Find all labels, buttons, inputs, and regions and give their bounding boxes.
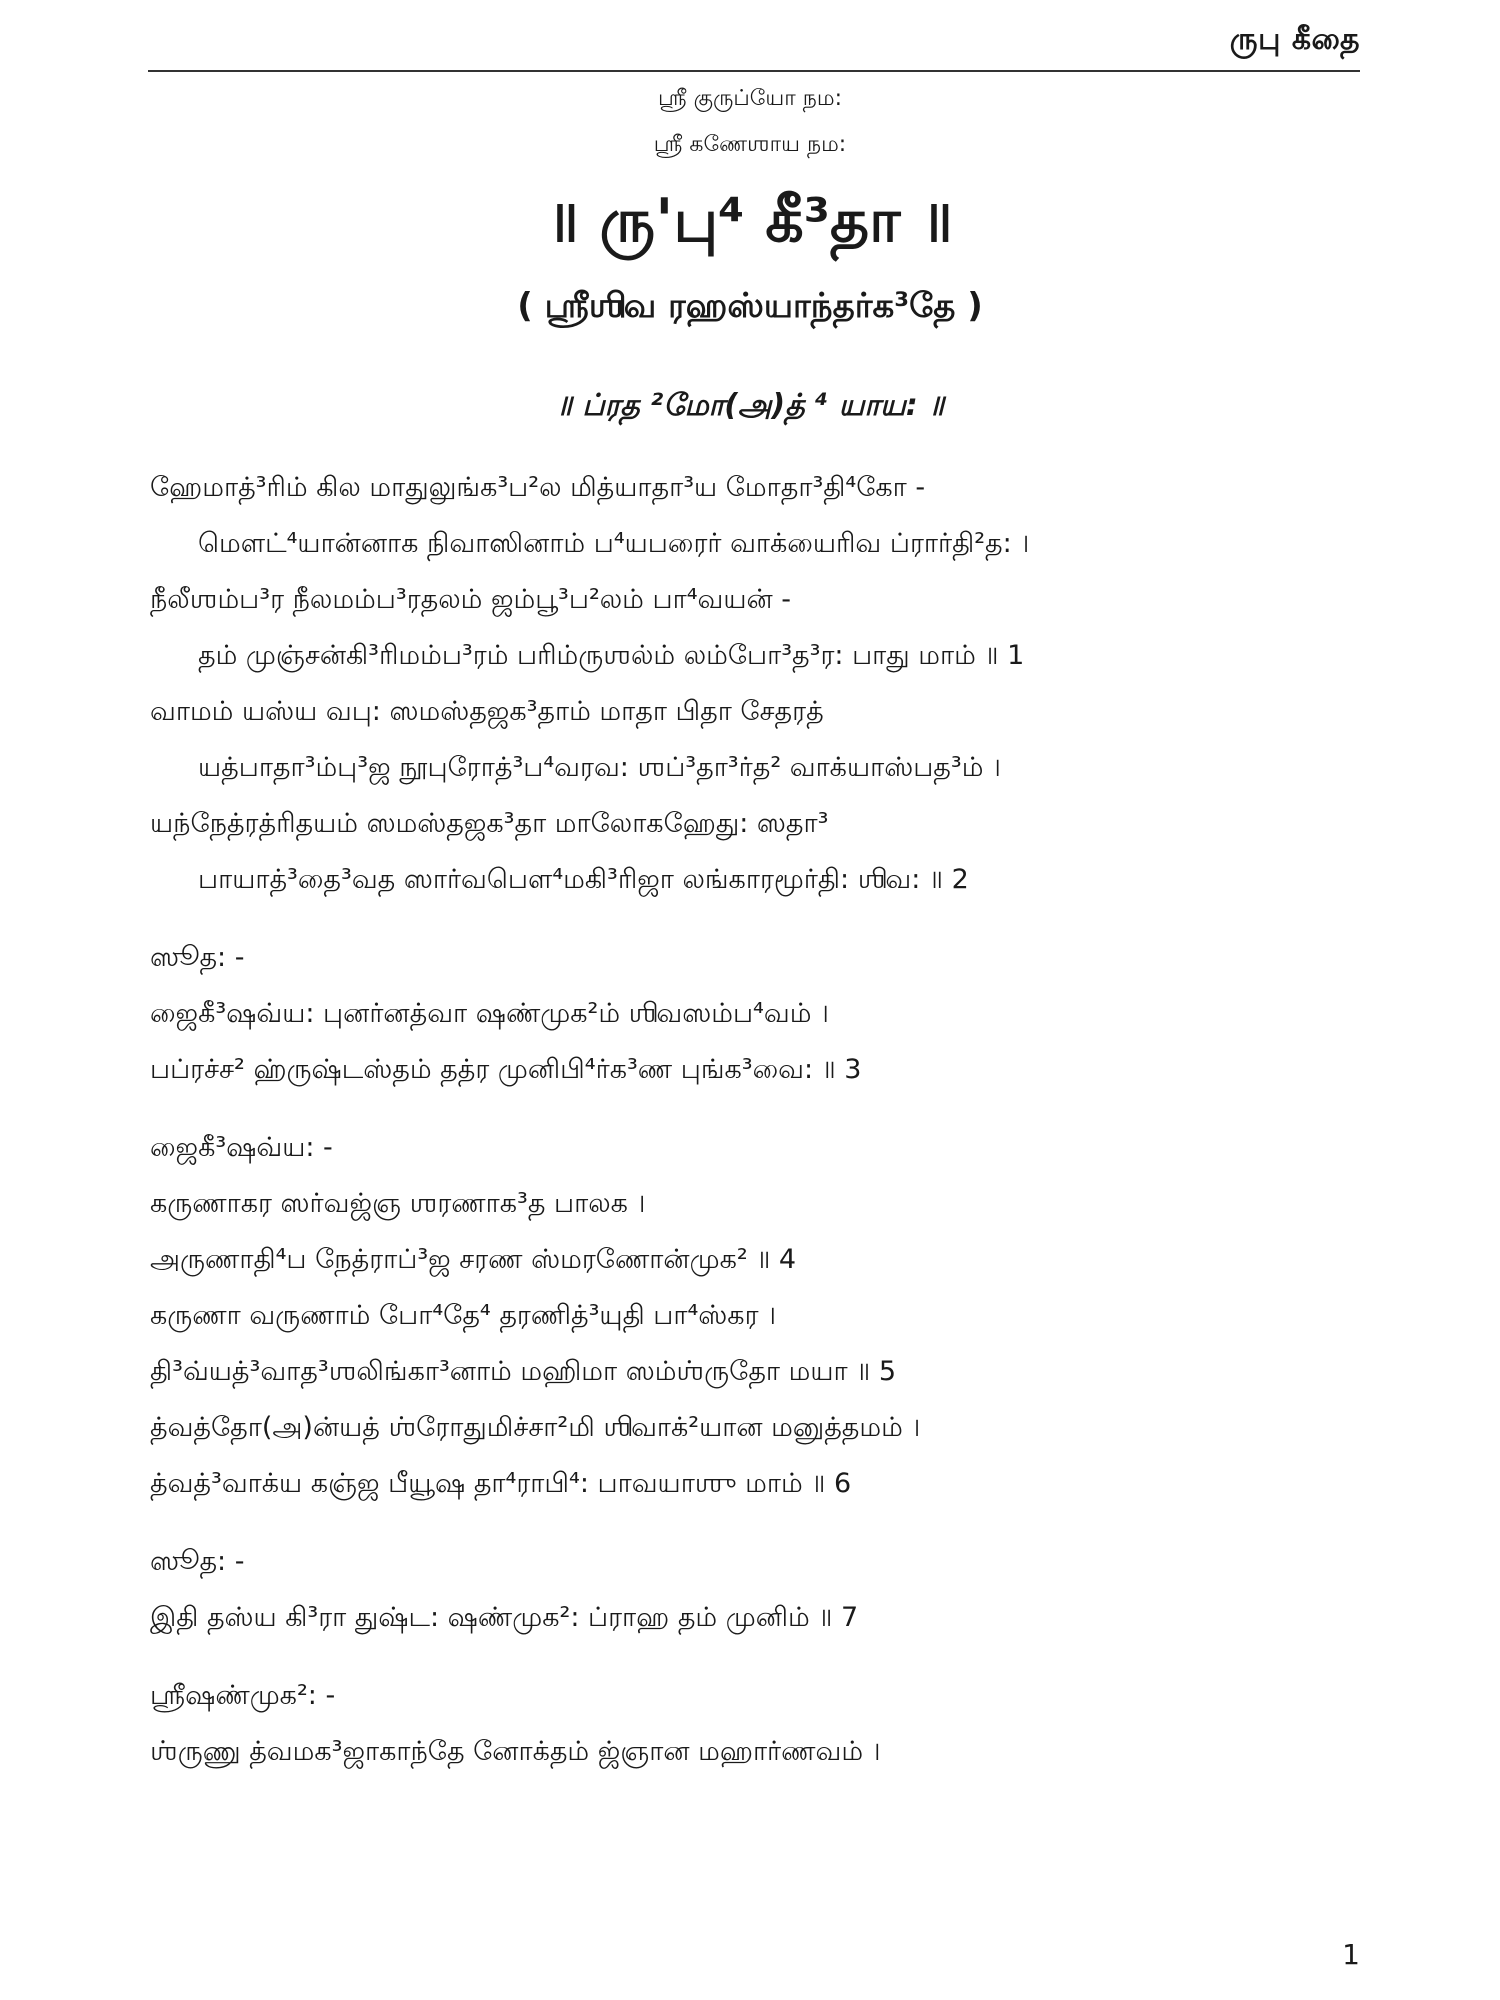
verse-line: நீலீஶம்ப³ர நீலமம்ப³ரதலம் ஜம்பூ³ப²லம் பா⁴வயன் - <box>150 584 792 615</box>
verse-line: இதி தஸ்ய கி³ரா துஷ்ட: ஷண்முக²: ப்ராஹ தம் முனிம் ॥ 7 <box>150 1602 859 1633</box>
speaker-label: ஜைகீ³ஷவ்ய: - <box>150 1132 333 1163</box>
chapter-heading: ॥ ப்ரத ²மோ(அ)த் ⁴ யாய: ॥ <box>556 388 944 423</box>
verse-body <box>150 460 1380 1780</box>
invocation-guru: ஸ்ரீ குருப்யோ நம: <box>658 86 842 111</box>
speaker-label: ஸூத: - <box>150 1546 245 1577</box>
invocation-ganesha: ஸ்ரீ கணேஶாய நம: <box>653 132 847 157</box>
verse-line: ஹேமாத்³ரிம் கில மாதுலுங்க³ப²ல மித்யாதா³ய மோதா³தி⁴கோ - <box>150 472 926 503</box>
verse-line: த்வத்தோ(அ)ன்யத் ஶ்ரோதுமிச்சா²மி ஶிவாக்²யான மனுத்தமம் । <box>150 1412 921 1443</box>
verse-line: யத்பாதா³ம்பு³ஜ நூபுரோத்³ப⁴வரவ: ஶப்³தா³ர்த² வாக்யாஸ்பத³ம் । <box>198 752 1001 783</box>
section-gap <box>150 1098 1380 1120</box>
verse-line: ஶ்ருணு த்வமக³ஜாகாந்தே னோக்தம் ஜ்ஞான மஹார்ணவம் । <box>150 1736 881 1767</box>
section-gap <box>150 1646 1380 1668</box>
verse-line: வாமம் யஸ்ய வபு: ஸமஸ்தஜக³தாம் மாதா பிதா சேதரத் <box>150 696 824 727</box>
verse-line: தம் முஞ்சன்கி³ரிமம்ப³ரம் பரிம்ருஶல்ம் லம்போ³த³ர: பாது மாம் ॥ 1 <box>198 640 1025 671</box>
page-number: 1 <box>1342 1938 1360 1971</box>
section-gap <box>150 1512 1380 1534</box>
verse-line: மௌட்⁴யான்னாக நிவாஸினாம் ப⁴யபரைர் வாக்யைரிவ ப்ரார்தி²த: । <box>198 528 1030 559</box>
verse-line: யந்நேத்ரத்ரிதயம் ஸமஸ்தஜக³தா மாலோகஹேது: ஸதா³ <box>150 808 829 839</box>
section-gap <box>150 908 1380 930</box>
verse-line: பப்ரச்ச² ஹ்ருஷ்டஸ்தம் தத்ர முனிபி⁴ர்க³ண புங்க³வை: ॥ 3 <box>150 1054 862 1085</box>
speaker-label: ஸூத: - <box>150 942 245 973</box>
speaker-label: ஸ்ரீஷண்முக²: - <box>150 1680 336 1711</box>
page-title: ॥ ரு'பு⁴ கீ³தா ॥ <box>547 186 953 256</box>
page-subtitle: ( ஸ்ரீஶிவ ரஹஸ்யாந்தர்க³தே ) <box>517 286 983 326</box>
verse-line: கருணா வருணாம் போ⁴தே⁴ தரணித்³யுதி பா⁴ஸ்கர । <box>150 1300 777 1331</box>
verse-line: அருணாதி⁴ப நேத்ராப்³ஜ சரண ஸ்மரணோன்முக² ॥ 4 <box>150 1244 797 1275</box>
verse-line: ஜைகீ³ஷவ்ய: புனர்னத்வா ஷண்முக²ம் ஶிவஸம்ப⁴வம் । <box>150 998 829 1029</box>
running-header-title: ருபு கீதை <box>1229 22 1360 57</box>
header-rule <box>148 70 1360 72</box>
verse-line: த்வத்³வாக்ய கஞ்ஜ பீயூஷ தா⁴ராபி⁴: பாவயாஶு மாம் ॥ 6 <box>150 1468 852 1499</box>
verse-line: பாயாத்³தை³வத ஸார்வபௌ⁴மகி³ரிஜா லங்காரமூர்தி: ஶிவ: ॥ 2 <box>198 864 969 895</box>
verse-line: தி³வ்யத்³வாத³ஶலிங்கா³னாம் மஹிமா ஸம்ஶ்ருதோ மயா ॥ 5 <box>150 1356 897 1387</box>
verse-line: கருணாகர ஸர்வஜ்ஞ ஶரணாக³த பாலக । <box>150 1188 646 1219</box>
